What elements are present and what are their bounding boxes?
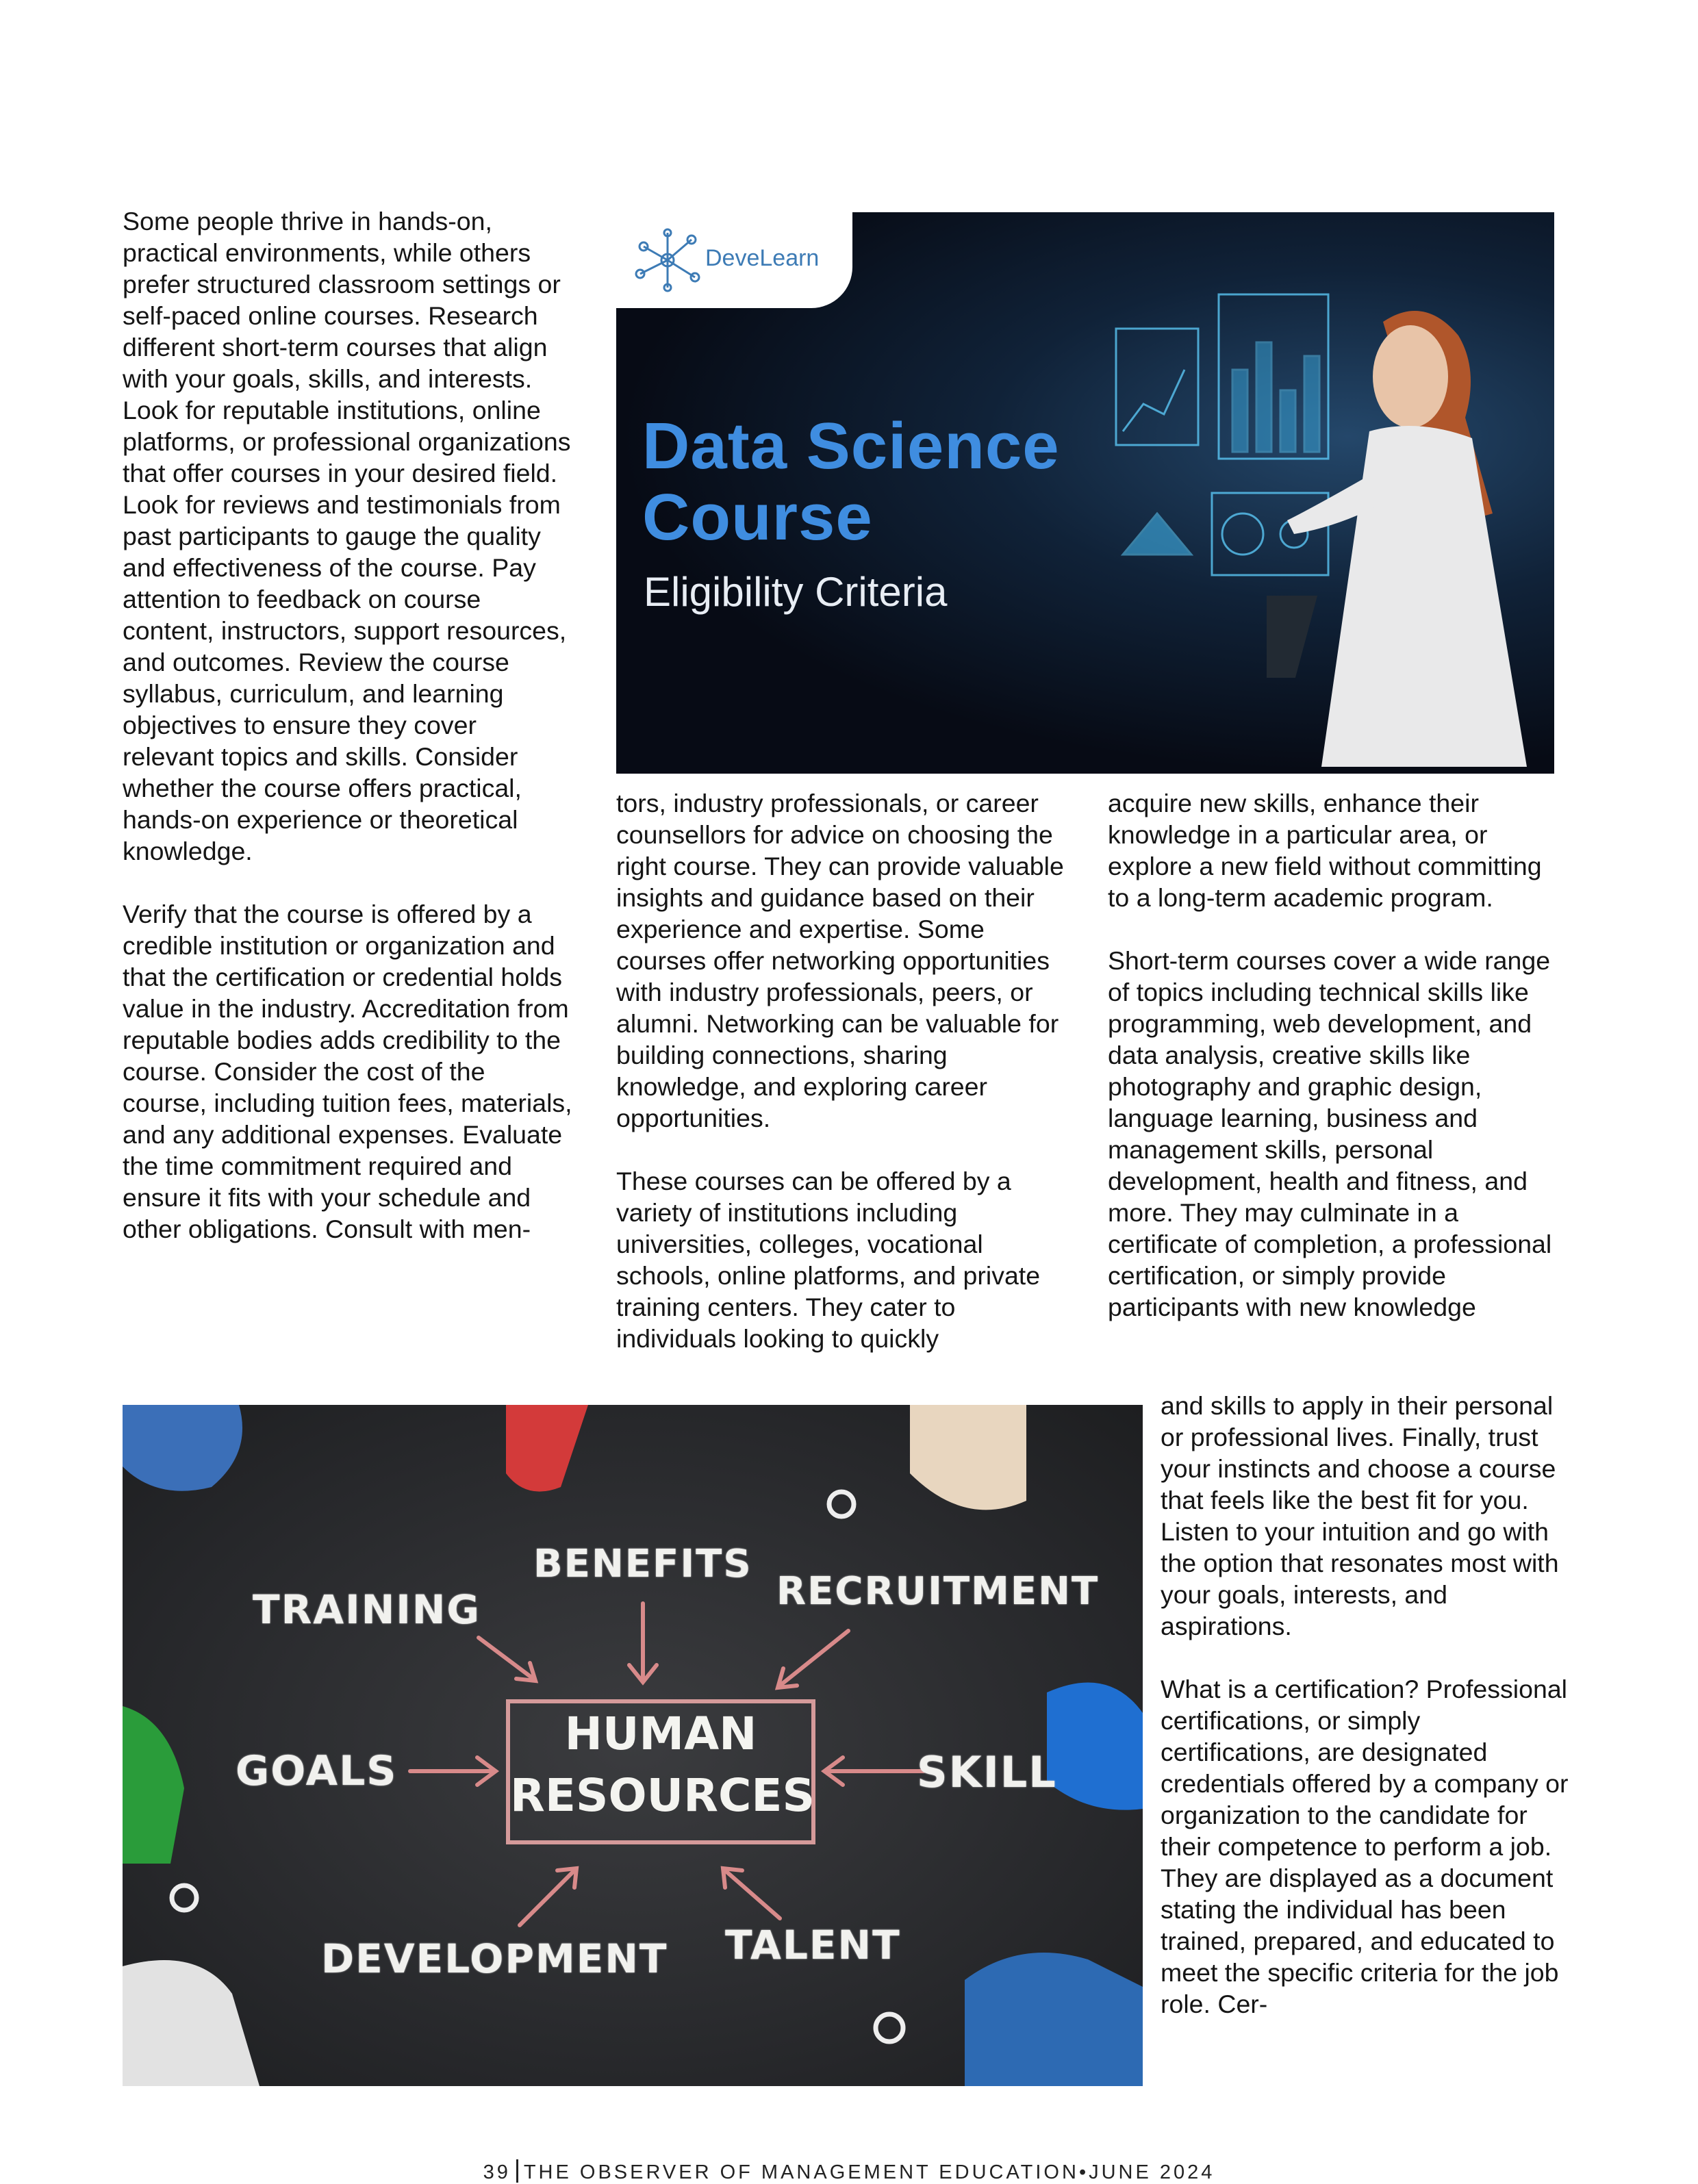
label-training: TRAINING	[253, 1586, 481, 1633]
page-footer	[0, 2159, 1698, 2184]
issue-date: JUNE 2024	[1089, 2161, 1215, 2183]
label-development: DEVELOPMENT	[321, 1935, 668, 1982]
hr-box-line-1: HUMAN	[564, 1707, 757, 1760]
banner-title-line-1: Data Science	[642, 409, 1060, 483]
article-column-3	[1108, 787, 1560, 1323]
banner-subtitle: Eligibility Criteria	[644, 569, 948, 615]
paragraph: Short-term courses cover a wide range of topics including technical skills like programming, web development, and data analysis, creative skills like photography and graphic design, language learning, business and management skills, personal development, health and fitness, and more. They may culminate in a certificate of completion, a professional certification, or simply provide participants with new knowledge	[1108, 946, 1552, 1321]
human-resources-box	[506, 1699, 815, 1844]
logo-badge	[616, 212, 852, 308]
paragraph: tors, industry professionals, or career counsellors for advice on choosing the right course. They can provide valuable insights and guidance based on their experience and expertise. Some courses offer networking opportunities with industry professionals, peers, or alumni. Networking can be valuable for building connections, sharing knowledge, and exploring career opportunities.	[616, 789, 1064, 1132]
paragraph: and skills to apply in their personal or professional lives. Finally, trust your instincts and choose a course that feels like the best fit for you. Listen to your intuition and go with the option that resonates most with your goals, interests, and aspirations.	[1161, 1391, 1559, 1640]
logo-text: DeveLearn	[705, 245, 820, 271]
paragraph: These courses can be offered by a variety of institutions including universities, colleges, vocational schools, online platforms, and private training centers. They cater to individuals looking to quickly	[616, 1167, 1041, 1353]
article-column-1	[123, 205, 574, 1245]
woman-figure-graphic	[1267, 274, 1554, 774]
publication-name: THE OBSERVER OF MANAGEMENT EDUCATION	[523, 2161, 1079, 2183]
footer-divider	[516, 2159, 518, 2183]
article-column-2	[616, 787, 1068, 1354]
label-benefits: BENEFITS	[533, 1542, 752, 1586]
footer-bullet: •	[1078, 2161, 1089, 2183]
label-skill: SKILL	[917, 1747, 1057, 1797]
label-talent: TALENT	[725, 1922, 901, 1968]
paragraph: What is a certification? Professional certifications, or simply certifications, are designated credentials offered by a company or organization to the candidate for their competence to perform a job. They are displayed as a document stating the individual has been trained, prepared, and educated to meet the specific criteria for the job role. Cer-	[1161, 1675, 1569, 2018]
hr-box-line-2: RESOURCES	[510, 1769, 815, 1822]
label-recruitment: RECRUITMENT	[776, 1569, 1100, 1614]
network-logo-icon	[630, 226, 705, 294]
banner-title	[642, 411, 1060, 553]
banner-title-line-2: Course	[642, 481, 873, 554]
paragraph: acquire new skills, enhance their knowledge in a particular area, or explore a new field without committing to a long-term academic program.	[1108, 789, 1542, 912]
paragraph: Verify that the course is offered by a credible institution or organization and that the certification or credential holds value in the industry. Accreditation from reputable bodies adds credibility to the course. Consider the cost of the course, including tuition fees, materials, and any additional expenses. Evaluate the time commitment required and ensure it fits with your schedule and other obligations. Consult with men-	[123, 900, 572, 1243]
paragraph: Some people thrive in hands-on, practical environments, while others prefer structured classroom settings or self-paced online courses. Research different short-term courses that align with your goals, skills, and interests. Look for reputable institutions, online platforms, or professional organizations that offer courses in your desired field. Look for reviews and testimonials from past participants to gauge the quality and effectiveness of the course. Pay attention to feedback on course content, instructors, support resources, and outcomes. Review the course syllabus, curriculum, and learning objectives to ensure they cover relevant topics and skills. Consider whether the course offers practical, hands-on experience or theoretical knowledge.	[123, 207, 571, 865]
article-column-3-continued	[1161, 1390, 1571, 2020]
human-resources-chalkboard-image	[123, 1405, 1143, 2086]
data-science-course-banner	[616, 212, 1554, 774]
label-goals: GOALS	[236, 1747, 398, 1795]
page-number: 39	[483, 2161, 511, 2183]
